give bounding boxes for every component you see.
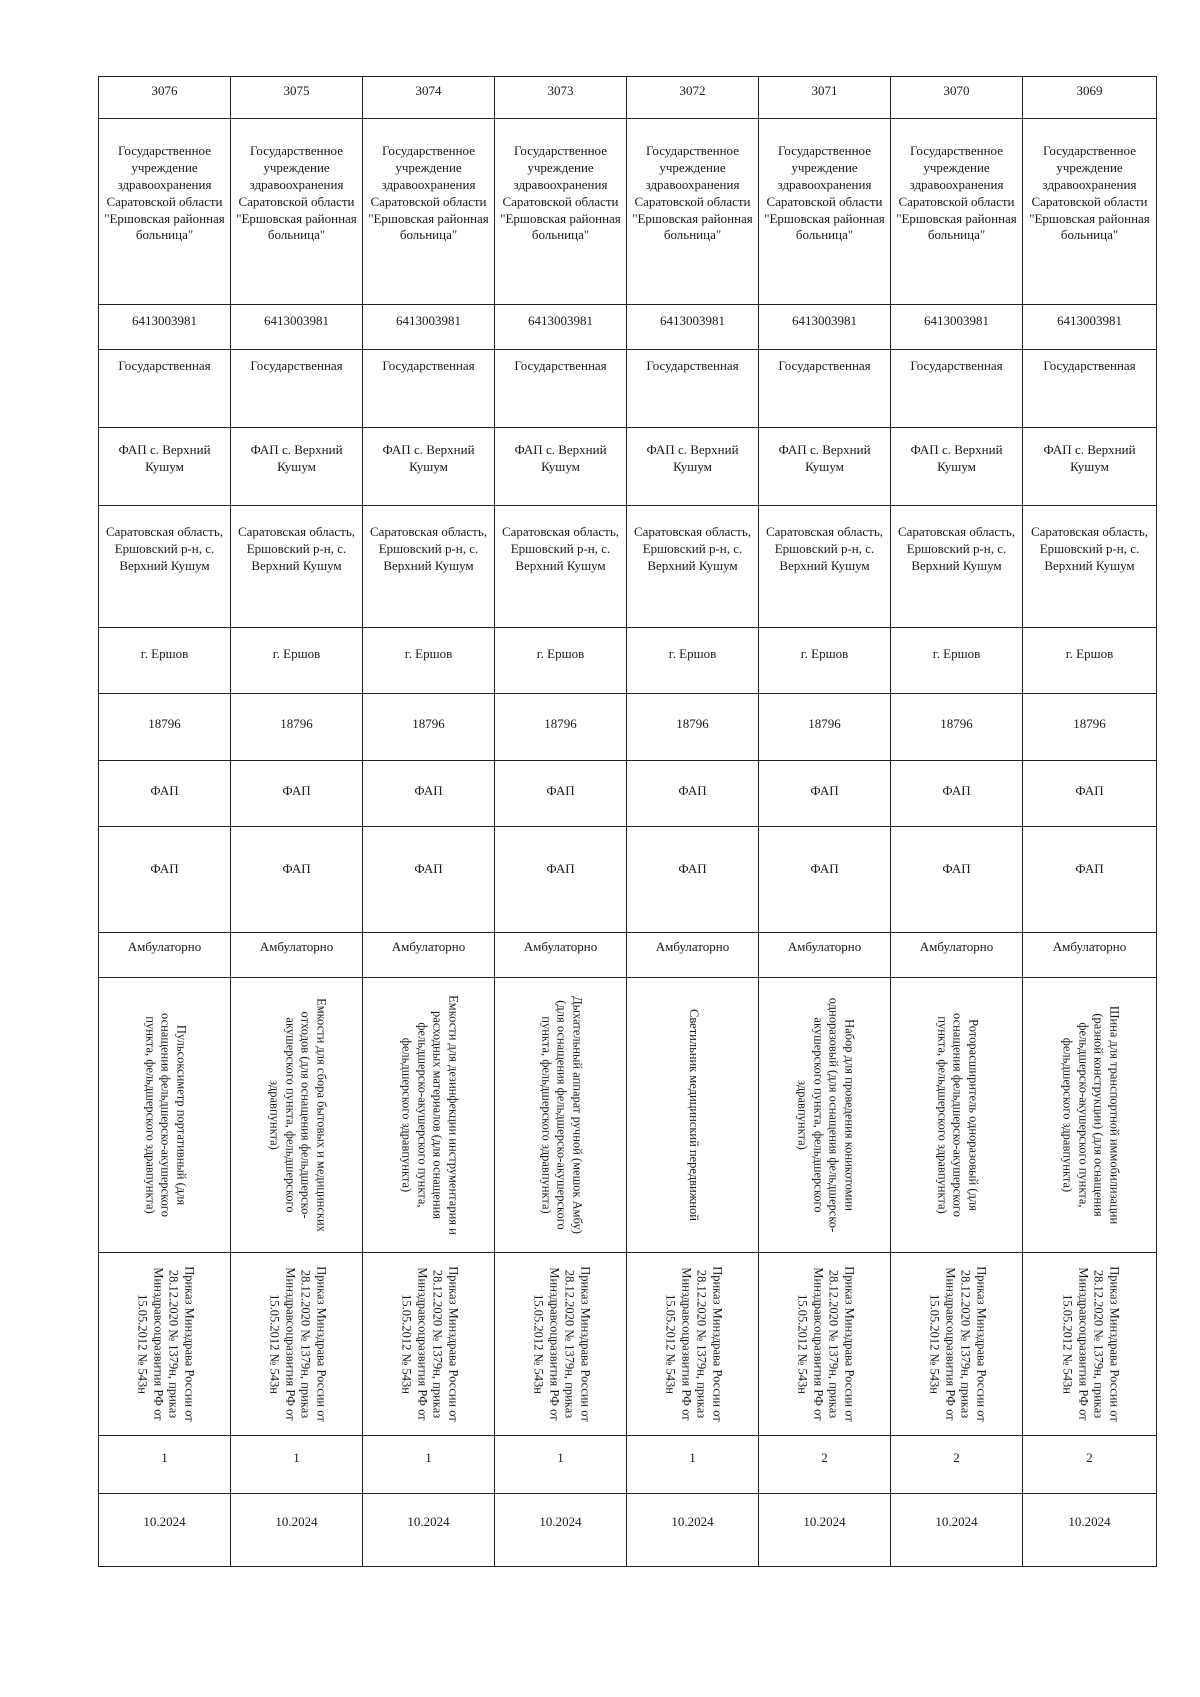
code-cell: 18796	[363, 694, 495, 761]
table-row	[99, 933, 1157, 978]
equipment-cell	[759, 978, 891, 1253]
facility-cell: ФАП с. Верхний Кушум	[231, 428, 363, 506]
unit-cell: ФАП	[495, 761, 627, 827]
subunit-cell: ФАП	[363, 827, 495, 933]
table-row	[99, 506, 1157, 628]
city-cell: г. Ершов	[231, 628, 363, 694]
date-cell: 10.2024	[363, 1494, 495, 1567]
order-cell	[99, 1253, 231, 1436]
code-cell: 18796	[891, 694, 1023, 761]
ownership-cell: Государственная	[759, 350, 891, 428]
ownership-cell: Государственная	[363, 350, 495, 428]
equipment-cell	[231, 978, 363, 1253]
unit-cell: ФАП	[231, 761, 363, 827]
facility-cell: ФАП с. Верхний Кушум	[99, 428, 231, 506]
table-row	[99, 119, 1157, 305]
date-cell: 10.2024	[759, 1494, 891, 1567]
address-cell: Саратовская область, Ершовский р-н, с. Верхний Кушум	[759, 506, 891, 628]
order-cell	[627, 1253, 759, 1436]
table-row	[99, 1494, 1157, 1567]
inn-cell: 6413003981	[231, 305, 363, 350]
ownership-cell: Государственная	[627, 350, 759, 428]
inn-cell: 6413003981	[495, 305, 627, 350]
address-cell: Саратовская область, Ершовский р-н, с. Верхний Кушум	[99, 506, 231, 628]
order-text: Приказ Минздрава России от 28.12.2020 № 1379н, приказ Минздравсоцразвития РФ от 15.05.2012 № 543н	[398, 1266, 460, 1422]
subunit-cell: ФАП	[759, 827, 891, 933]
address-cell: Саратовская область, Ершовский р-н, с. Верхний Кушум	[1023, 506, 1157, 628]
unit-cell: ФАП	[759, 761, 891, 827]
order-text: Приказ Минздрава России от 28.12.2020 № 1379н, приказ Минздравсоцразвития РФ от 15.05.2012 № 543н	[1059, 1266, 1121, 1422]
record-id-cell: 3076	[99, 77, 231, 119]
code-cell: 18796	[99, 694, 231, 761]
date-cell: 10.2024	[627, 1494, 759, 1567]
mode-cell: Амбулаторно	[495, 933, 627, 978]
city-cell: г. Ершов	[759, 628, 891, 694]
inn-cell: 6413003981	[627, 305, 759, 350]
facility-cell: ФАП с. Верхний Кушум	[759, 428, 891, 506]
city-cell: г. Ершов	[627, 628, 759, 694]
record-id-cell: 3069	[1023, 77, 1157, 119]
organization-cell: Государственное учреждение здравоохранения Саратовской области "Ершовская районная больница"	[759, 119, 891, 305]
date-cell: 10.2024	[495, 1494, 627, 1567]
order-text: Приказ Минздрава России от 28.12.2020 № 1379н, приказ Минздравсоцразвития РФ от 15.05.2012 № 543н	[926, 1266, 988, 1422]
table-row	[99, 77, 1157, 119]
ownership-cell: Государственная	[495, 350, 627, 428]
quantity-cell: 1	[363, 1436, 495, 1494]
facility-cell: ФАП с. Верхний Кушум	[627, 428, 759, 506]
facility-cell: ФАП с. Верхний Кушум	[891, 428, 1023, 506]
unit-cell: ФАП	[363, 761, 495, 827]
quantity-cell: 1	[99, 1436, 231, 1494]
record-id-cell: 3074	[363, 77, 495, 119]
facility-cell: ФАП с. Верхний Кушум	[495, 428, 627, 506]
equipment-cell	[627, 978, 759, 1253]
equipment-table	[98, 76, 1157, 1567]
table-row	[99, 978, 1157, 1253]
order-cell	[891, 1253, 1023, 1436]
table-row	[99, 694, 1157, 761]
code-cell: 18796	[759, 694, 891, 761]
table-row	[99, 827, 1157, 933]
address-cell: Саратовская область, Ершовский р-н, с. Верхний Кушум	[363, 506, 495, 628]
organization-cell: Государственное учреждение здравоохранения Саратовской области "Ершовская районная больница"	[99, 119, 231, 305]
date-cell: 10.2024	[891, 1494, 1023, 1567]
equipment-text: Набор для проведения коникотомии одноразовый (для оснащения фельдшерско-акушерского пункта, фельдшерского здравпункта)	[794, 997, 856, 1233]
code-cell: 18796	[495, 694, 627, 761]
city-cell: г. Ершов	[363, 628, 495, 694]
order-cell	[231, 1253, 363, 1436]
facility-cell: ФАП с. Верхний Кушум	[1023, 428, 1157, 506]
record-id-cell: 3072	[627, 77, 759, 119]
organization-cell: Государственное учреждение здравоохранения Саратовской области "Ершовская районная больница"	[627, 119, 759, 305]
equipment-text: Светильник медицинский передвижной	[686, 1008, 701, 1221]
city-cell: г. Ершов	[891, 628, 1023, 694]
equipment-cell	[363, 978, 495, 1253]
date-cell: 10.2024	[231, 1494, 363, 1567]
quantity-cell: 1	[627, 1436, 759, 1494]
order-text: Приказ Минздрава России от 28.12.2020 № 1379н, приказ Минздравсоцразвития РФ от 15.05.2012 № 543н	[662, 1266, 724, 1422]
quantity-cell: 1	[231, 1436, 363, 1494]
organization-cell: Государственное учреждение здравоохранения Саратовской области "Ершовская районная больница"	[231, 119, 363, 305]
mode-cell: Амбулаторно	[627, 933, 759, 978]
code-cell: 18796	[627, 694, 759, 761]
record-id-cell: 3075	[231, 77, 363, 119]
facility-cell: ФАП с. Верхний Кушум	[363, 428, 495, 506]
order-cell	[1023, 1253, 1157, 1436]
order-text: Приказ Минздрава России от 28.12.2020 № 1379н, приказ Минздравсоцразвития РФ от 15.05.2012 № 543н	[794, 1266, 856, 1422]
unit-cell: ФАП	[891, 761, 1023, 827]
mode-cell: Амбулаторно	[891, 933, 1023, 978]
city-cell: г. Ершов	[1023, 628, 1157, 694]
table-row	[99, 1253, 1157, 1436]
city-cell: г. Ершов	[495, 628, 627, 694]
organization-cell: Государственное учреждение здравоохранения Саратовской области "Ершовская районная больница"	[1023, 119, 1157, 305]
equipment-cell	[495, 978, 627, 1253]
mode-cell: Амбулаторно	[231, 933, 363, 978]
equipment-cell	[891, 978, 1023, 1253]
inn-cell: 6413003981	[891, 305, 1023, 350]
ownership-cell: Государственная	[1023, 350, 1157, 428]
inn-cell: 6413003981	[363, 305, 495, 350]
ownership-cell: Государственная	[891, 350, 1023, 428]
organization-cell: Государственное учреждение здравоохранения Саратовской области "Ершовская районная больница"	[363, 119, 495, 305]
table-row	[99, 628, 1157, 694]
order-cell	[495, 1253, 627, 1436]
unit-cell: ФАП	[99, 761, 231, 827]
quantity-cell: 1	[495, 1436, 627, 1494]
subunit-cell: ФАП	[231, 827, 363, 933]
subunit-cell: ФАП	[495, 827, 627, 933]
mode-cell: Амбулаторно	[1023, 933, 1157, 978]
equipment-text: Роторасширитель одноразовый (для оснащения фельдшерско-акушерского пункта, фельдшерского здравпункта)	[934, 1013, 980, 1217]
code-cell: 18796	[231, 694, 363, 761]
quantity-cell: 2	[1023, 1436, 1157, 1494]
quantity-cell: 2	[891, 1436, 1023, 1494]
record-id-cell: 3071	[759, 77, 891, 119]
record-id-cell: 3070	[891, 77, 1023, 119]
unit-cell: ФАП	[1023, 761, 1157, 827]
order-text: Приказ Минздрава России от 28.12.2020 № 1379н, приказ Минздравсоцразвития РФ от 15.05.2012 № 543н	[530, 1266, 592, 1422]
ownership-cell: Государственная	[99, 350, 231, 428]
table-row	[99, 305, 1157, 350]
order-cell	[363, 1253, 495, 1436]
equipment-text: Емкости для сбора бытовых и медицинских отходов (для оснащения фельдшерско-акушерского пункта, фельдшерского здравпункта)	[266, 998, 328, 1232]
organization-cell: Государственное учреждение здравоохранения Саратовской области "Ершовская районная больница"	[891, 119, 1023, 305]
table-row	[99, 761, 1157, 827]
order-text: Приказ Минздрава России от 28.12.2020 № 1379н, приказ Минздравсоцразвития РФ от 15.05.2012 № 543н	[266, 1266, 328, 1422]
date-cell: 10.2024	[1023, 1494, 1157, 1567]
equipment-text: Дыхательный аппарат ручной (мешок Амбу) (для оснащения фельдшерско-акушерского пункта, фельдшерского здравпункта)	[538, 996, 584, 1234]
subunit-cell: ФАП	[1023, 827, 1157, 933]
ownership-cell: Государственная	[231, 350, 363, 428]
address-cell: Саратовская область, Ершовский р-н, с. Верхний Кушум	[627, 506, 759, 628]
subunit-cell: ФАП	[627, 827, 759, 933]
equipment-cell	[99, 978, 231, 1253]
order-cell	[759, 1253, 891, 1436]
address-cell: Саратовская область, Ершовский р-н, с. Верхний Кушум	[495, 506, 627, 628]
inn-cell: 6413003981	[759, 305, 891, 350]
table-row	[99, 1436, 1157, 1494]
mode-cell: Амбулаторно	[363, 933, 495, 978]
table-row	[99, 350, 1157, 428]
equipment-text: Емкости для дезинфекции инструментария и расходных материалов (для оснащения фельдшерско-акушерского пункта, фельдшерского здравпункта)	[398, 995, 460, 1235]
code-cell: 18796	[1023, 694, 1157, 761]
inn-cell: 6413003981	[1023, 305, 1157, 350]
city-cell: г. Ершов	[99, 628, 231, 694]
order-text: Приказ Минздрава России от 28.12.2020 № 1379н, приказ Минздравсоцразвития РФ от 15.05.2012 № 543н	[134, 1266, 196, 1422]
organization-cell: Государственное учреждение здравоохранения Саратовской области "Ершовская районная больница"	[495, 119, 627, 305]
unit-cell: ФАП	[627, 761, 759, 827]
equipment-text: Шина для транспортной иммобилизации (разной конструкции) (для оснащения фельдшерско-акушерского пункта, фельдшерского здравпункта)	[1059, 1005, 1121, 1225]
subunit-cell: ФАП	[99, 827, 231, 933]
record-id-cell: 3073	[495, 77, 627, 119]
table-row	[99, 428, 1157, 506]
date-cell: 10.2024	[99, 1494, 231, 1567]
equipment-cell	[1023, 978, 1157, 1253]
quantity-cell: 2	[759, 1436, 891, 1494]
inn-cell: 6413003981	[99, 305, 231, 350]
address-cell: Саратовская область, Ершовский р-н, с. Верхний Кушум	[891, 506, 1023, 628]
mode-cell: Амбулаторно	[99, 933, 231, 978]
mode-cell: Амбулаторно	[759, 933, 891, 978]
address-cell: Саратовская область, Ершовский р-н, с. Верхний Кушум	[231, 506, 363, 628]
equipment-text: Пульсоксиметр портативный (для оснащения фельдшерско-акушерского пункта, фельдшерского здравпункта)	[142, 1013, 188, 1217]
subunit-cell: ФАП	[891, 827, 1023, 933]
